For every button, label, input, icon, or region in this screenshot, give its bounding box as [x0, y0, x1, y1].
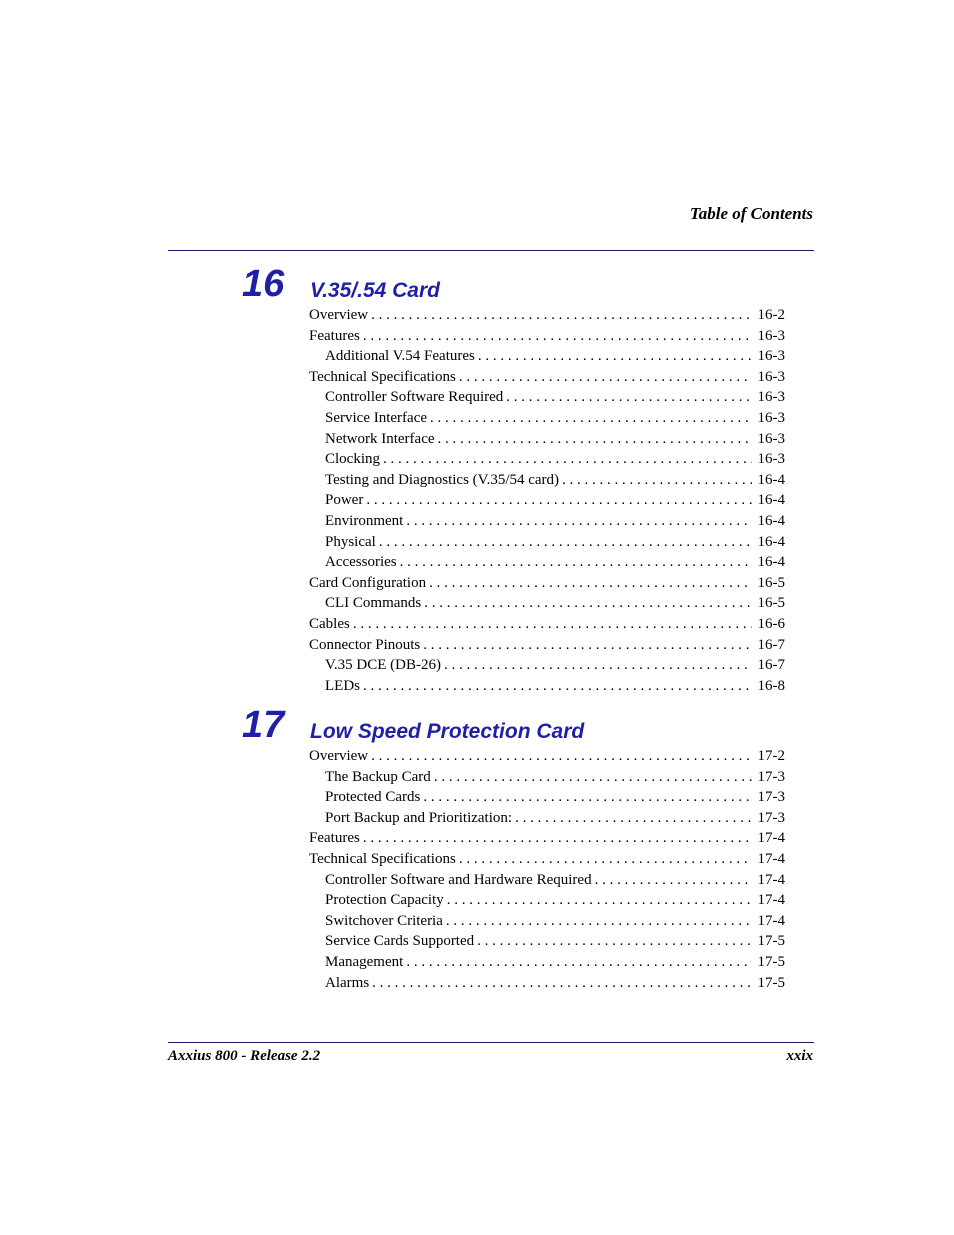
toc-entry-title: Protection Capacity — [325, 892, 444, 909]
toc-entry-title: Card Configuration — [309, 574, 427, 591]
dot-leader — [459, 849, 752, 869]
toc-entry-title: LEDs — [325, 677, 360, 694]
toc-entry[interactable] — [309, 429, 785, 450]
footer-page-number: xxix — [786, 1048, 813, 1064]
toc-entry[interactable] — [309, 511, 785, 532]
dot-leader — [406, 952, 751, 972]
toc-entry-page: 16-7 — [757, 657, 785, 674]
dot-leader — [363, 828, 752, 848]
toc-entry-title: Additional V.54 Features — [325, 348, 475, 365]
toc-entry-page: 16-5 — [757, 595, 785, 612]
toc-entry-title: Accessories — [325, 554, 397, 571]
toc-entry[interactable] — [309, 973, 785, 994]
toc-entry[interactable] — [309, 346, 785, 367]
toc-entry-page: 16-4 — [757, 533, 785, 550]
toc-entry-page: 17-4 — [757, 892, 785, 909]
toc-entry-page: 16-6 — [757, 615, 785, 632]
dot-leader — [447, 890, 752, 910]
chapter-number: 17 — [242, 704, 285, 746]
toc-entry-page: 16-8 — [757, 677, 785, 694]
dot-leader — [423, 787, 751, 807]
toc-entry-page: 17-3 — [757, 768, 785, 785]
toc-entry-title: Network Interface — [325, 430, 435, 447]
toc-entry[interactable] — [309, 408, 785, 429]
toc-entry[interactable] — [309, 490, 785, 511]
toc-entry-page: 16-3 — [757, 368, 785, 385]
toc-entry[interactable] — [309, 593, 785, 614]
toc-entry-title: V.35 DCE (DB-26) — [325, 657, 441, 674]
toc-entry-title: Controller Software Required — [325, 389, 504, 406]
toc-entry[interactable] — [309, 573, 785, 594]
toc-entry[interactable] — [309, 676, 785, 697]
toc-entry-title: CLI Commands — [325, 595, 422, 612]
toc-entry[interactable] — [309, 532, 785, 553]
dot-leader — [371, 305, 751, 325]
toc-entry-page: 17-4 — [757, 850, 785, 867]
dot-leader — [438, 429, 752, 449]
toc-entry-title: Service Interface — [325, 409, 428, 426]
header-rule — [168, 250, 814, 251]
toc-entry-title: Overview — [309, 307, 369, 323]
toc-entry[interactable] — [309, 787, 785, 808]
dot-leader — [400, 552, 752, 572]
toc-entry-title: Features — [309, 327, 360, 344]
toc-entry-page: 16-2 — [757, 307, 785, 323]
toc-entry[interactable] — [309, 449, 785, 470]
toc-entry[interactable] — [309, 470, 785, 491]
dot-leader — [459, 367, 752, 387]
dot-leader — [371, 746, 751, 766]
toc-entry-title: Overview — [309, 748, 369, 764]
toc-entry-title: Port Backup and Prioritization: — [325, 809, 513, 826]
dot-leader — [478, 346, 752, 366]
dot-leader — [430, 408, 751, 428]
dot-leader — [444, 655, 752, 675]
toc-entry-title: Power — [325, 492, 364, 509]
toc-entry[interactable] — [309, 746, 785, 767]
dot-leader — [434, 767, 752, 787]
toc-entry-title: Protected Cards — [325, 789, 421, 806]
dot-leader — [406, 511, 751, 531]
dot-leader — [423, 635, 751, 655]
toc-entry-title: The Backup Card — [325, 768, 431, 785]
toc-entry-page: 16-7 — [757, 636, 785, 653]
toc-entry[interactable] — [309, 305, 785, 326]
toc-entry-title: Physical — [325, 533, 376, 550]
toc-entry[interactable] — [309, 655, 785, 676]
toc-entry[interactable] — [309, 767, 785, 788]
toc-entry[interactable] — [309, 911, 785, 932]
toc-entry-page: 16-3 — [757, 430, 785, 447]
toc-entry-title: Service Cards Supported — [325, 933, 475, 950]
toc-entry[interactable] — [309, 552, 785, 573]
dot-leader — [424, 593, 751, 613]
toc-entry-title: Cables — [309, 615, 350, 632]
toc-entry-page: 17-4 — [757, 912, 785, 929]
toc-entry[interactable] — [309, 808, 785, 829]
toc-entry-title: Controller Software and Hardware Required — [325, 871, 592, 888]
dot-leader — [595, 870, 752, 890]
footer-product-release: Axxius 800 - Release 2.2 — [168, 1048, 321, 1064]
dot-leader — [477, 931, 751, 951]
toc-entry-page: 16-4 — [757, 554, 785, 571]
toc-entry-title: Technical Specifications — [309, 850, 456, 867]
toc-entry-page: 16-4 — [757, 492, 785, 509]
toc-entry-title: Connector Pinouts — [309, 636, 421, 653]
toc-entry-title: Testing and Diagnostics (V.35/54 card) — [325, 471, 560, 488]
toc-entry-page: 16-3 — [757, 451, 785, 468]
toc-entry-title: Environment — [325, 512, 404, 529]
toc-entry-title: Management — [325, 953, 404, 970]
toc-entry[interactable] — [309, 870, 785, 891]
toc-entry-page: 17-2 — [757, 748, 785, 764]
dot-leader — [379, 532, 752, 552]
dot-leader — [383, 449, 752, 469]
toc-entry-title: Features — [309, 830, 360, 847]
toc-entry-page: 16-3 — [757, 327, 785, 344]
toc-entry[interactable] — [309, 931, 785, 952]
toc-list — [309, 746, 785, 993]
toc-entry[interactable] — [309, 387, 785, 408]
toc-list — [309, 305, 785, 696]
toc-entry[interactable] — [309, 635, 785, 656]
toc-entry-page: 16-3 — [757, 348, 785, 365]
dot-leader — [446, 911, 752, 931]
chapter-title: V.35/.54 Card — [310, 279, 440, 302]
toc-entry[interactable] — [309, 367, 785, 388]
toc-entry-page: 17-5 — [757, 953, 785, 970]
dot-leader — [506, 387, 751, 407]
running-header-title: Table of Contents — [689, 204, 813, 223]
toc-entry-page: 16-5 — [757, 574, 785, 591]
dot-leader — [515, 808, 751, 828]
toc-entry[interactable] — [309, 614, 785, 635]
dot-leader — [363, 326, 752, 346]
toc-entry-title: Clocking — [325, 451, 380, 468]
dot-leader — [562, 470, 751, 490]
toc-entry-page: 17-3 — [757, 809, 785, 826]
toc-entry-page: 16-3 — [757, 409, 785, 426]
toc-entry-title: Switchover Criteria — [325, 912, 443, 929]
toc-entry-page: 17-4 — [757, 871, 785, 888]
dot-leader — [353, 614, 752, 634]
dot-leader — [366, 490, 751, 510]
toc-entry[interactable] — [309, 828, 785, 849]
chapter-number: 16 — [242, 263, 285, 305]
dot-leader — [372, 973, 751, 993]
toc-entry-page: 16-4 — [757, 471, 785, 488]
toc-entry[interactable] — [309, 952, 785, 973]
toc-entry[interactable] — [309, 849, 785, 870]
toc-entry-page: 16-3 — [757, 389, 785, 406]
toc-entry[interactable] — [309, 326, 785, 347]
dot-leader — [429, 573, 751, 593]
footer-rule — [168, 1042, 814, 1043]
dot-leader — [363, 676, 752, 696]
toc-entry[interactable] — [309, 890, 785, 911]
toc-entry-page: 17-5 — [757, 933, 785, 950]
chapter-title: Low Speed Protection Card — [310, 720, 585, 743]
toc-entry-title: Technical Specifications — [309, 368, 456, 385]
toc-entry-page: 16-4 — [757, 512, 785, 529]
toc-entry-page: 17-4 — [757, 830, 785, 847]
toc-entry-title: Alarms — [325, 974, 370, 991]
toc-entry-page: 17-5 — [757, 974, 785, 991]
toc-entry-page: 17-3 — [757, 789, 785, 806]
